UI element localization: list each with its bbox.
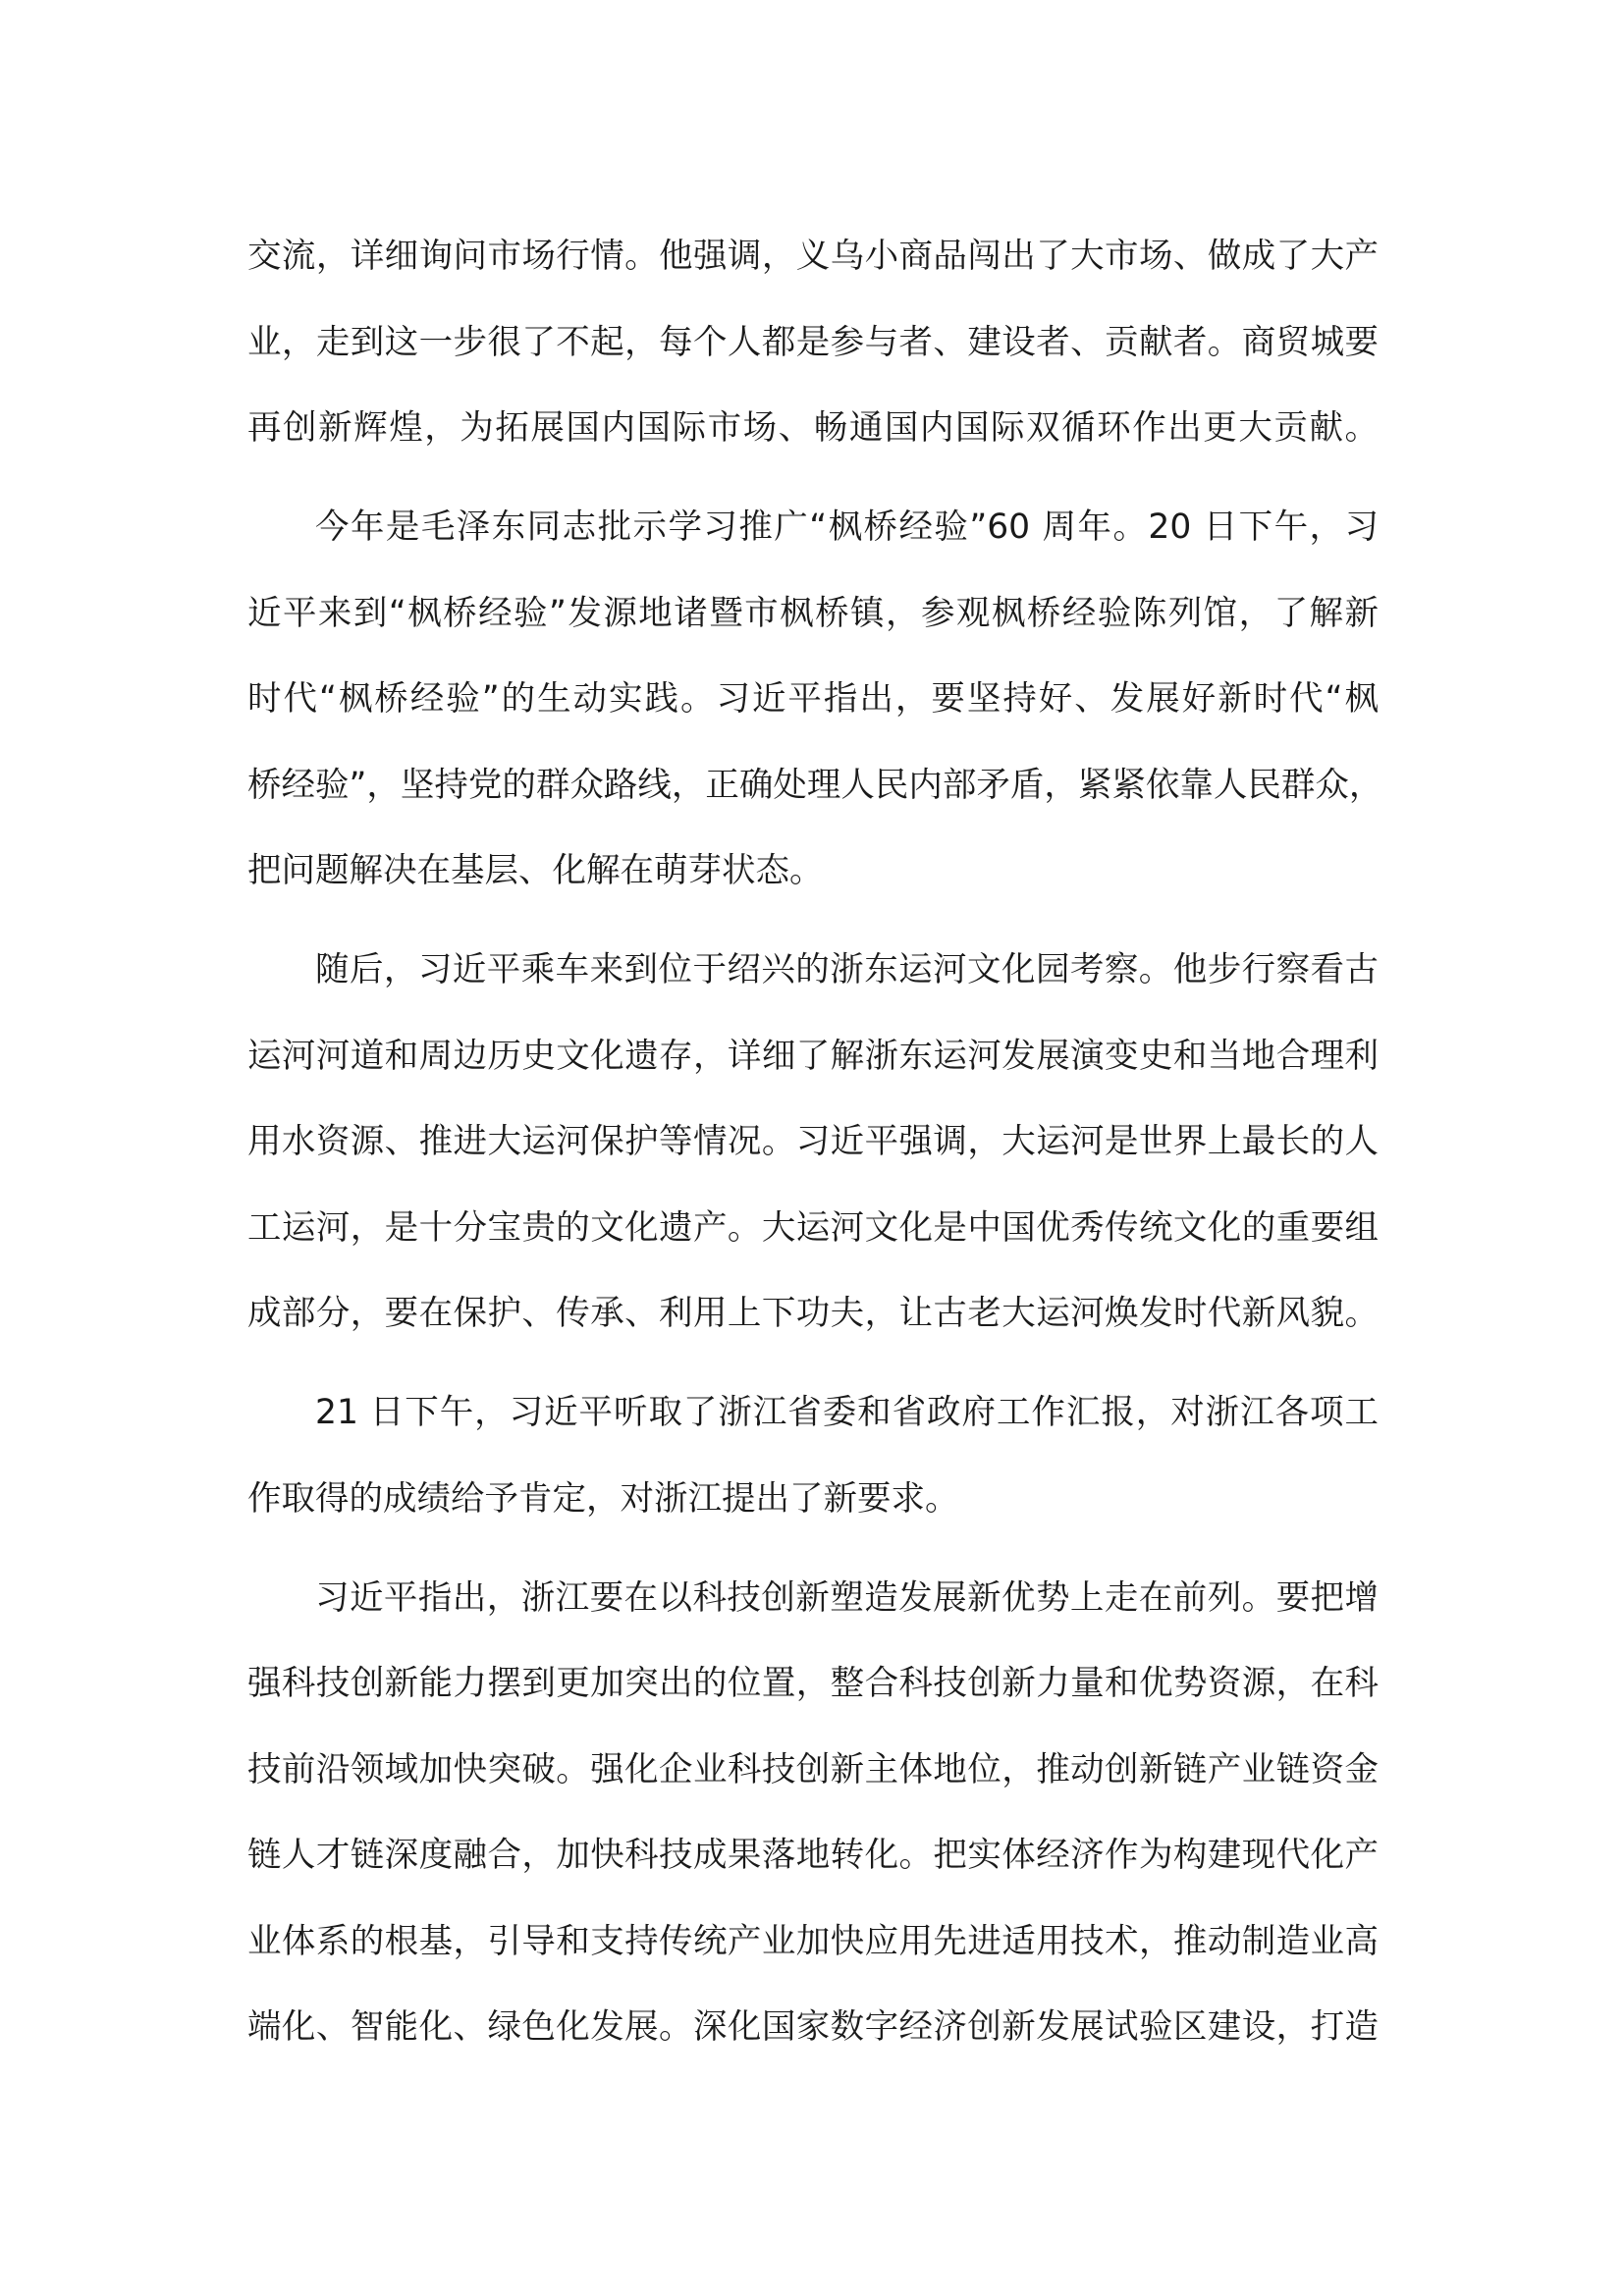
text-line: 链人才链深度融合，加快科技成果落地转化。把实体经济作为构建现代化产 <box>247 1836 1379 1875</box>
text-line: 把问题解决在基层、化解在萌芽状态。 <box>247 851 824 890</box>
paragraph-1 <box>247 214 1379 472</box>
text-line: 作取得的成绩给予肯定，对浙江提出了新要求。 <box>247 1478 959 1519</box>
paragraph-2 <box>247 485 1383 915</box>
paragraph-5 <box>247 1556 1379 2071</box>
text-line: 时代“枫桥经验”的生动实践。习近平指出，要坚持好、发展好新时代“枫 <box>247 679 1379 719</box>
text-line: 今年是毛泽东同志批示学习推广“枫桥经验”60 周年。20 日下午，习 <box>315 507 1379 547</box>
text-line: 再创新辉煌，为拓展国内国际市场、畅通国内国际双循环作出更大贡献。 <box>247 408 1379 448</box>
text-line: 工运河，是十分宝贵的文化遗产。大运河文化是中国优秀传统文化的重要组 <box>247 1207 1379 1248</box>
text-line: 习近平指出，浙江要在以科技创新塑造发展新优势上走在前列。要把增 <box>315 1577 1379 1618</box>
text-line: 21 日下午，习近平听取了浙江省委和省政府工作汇报，对浙江各项工 <box>315 1393 1379 1432</box>
text-line: 运河河道和周边历史文化遗存，详细了解浙东运河发展演变史和当地合理利 <box>247 1036 1379 1076</box>
text-line: 业体系的根基，引导和支持传统产业加快应用先进适用技术，推动制造业高 <box>247 1921 1379 1961</box>
text-line: 强科技创新能力摆到更加突出的位置，整合科技创新力量和优势资源，在科 <box>247 1664 1379 1703</box>
text-line: 业，走到这一步很了不起，每个人都是参与者、建设者、贡献者。商贸城要 <box>247 322 1379 362</box>
text-line: 用水资源、推进大运河保护等情况。习近平强调，大运河是世界上最长的人 <box>247 1122 1379 1161</box>
text-line: 桥经验”，坚持党的群众路线，正确处理人民内部矛盾，紧紧依靠人民群众， <box>247 765 1383 805</box>
document-body <box>247 214 1383 2084</box>
text-line: 交流，详细询问市场行情。他强调，义乌小商品闯出了大市场、做成了大产 <box>247 237 1379 276</box>
text-line: 成部分，要在保护、传承、利用上下功夫，让古老大运河焕发时代新风貌。 <box>247 1294 1379 1333</box>
text-line: 随后，习近平乘车来到位于绍兴的浙东运河文化园考察。他步行察看古 <box>315 950 1379 989</box>
text-line: 近平来到“枫桥经验”发源地诸暨市枫桥镇，参观枫桥经验陈列馆，了解新 <box>247 593 1379 633</box>
text-line: 技前沿领域加快突破。强化企业科技创新主体地位，推动创新链产业链资金 <box>247 1749 1379 1789</box>
text-line: 端化、智能化、绿色化发展。深化国家数字经济创新发展试验区建设，打造 <box>247 2007 1379 2047</box>
paragraph-3 <box>247 928 1379 1358</box>
paragraph-4 <box>247 1370 1379 1542</box>
